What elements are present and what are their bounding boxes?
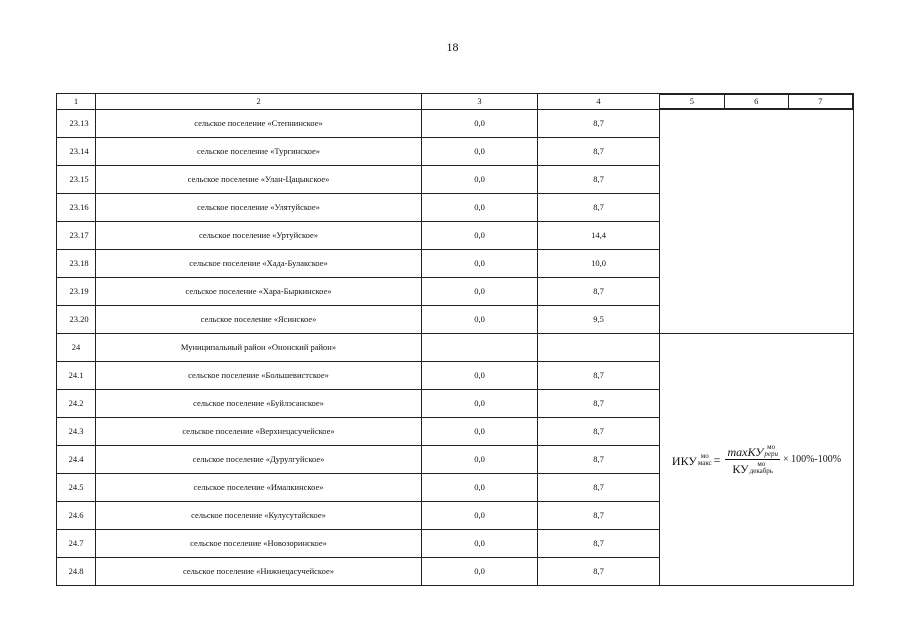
row-name: сельское поселение «Буйлэсанское» bbox=[96, 390, 422, 418]
merged-cell-empty bbox=[660, 110, 854, 334]
row-value-3: 0,0 bbox=[422, 530, 538, 558]
row-number: 23.20 bbox=[57, 306, 96, 334]
row-value-3: 0,0 bbox=[422, 474, 538, 502]
row-name: сельское поселение «Степнинское» bbox=[96, 110, 422, 138]
row-number: 23.18 bbox=[57, 250, 96, 278]
row-name: сельское поселение «Ясинское» bbox=[96, 306, 422, 334]
row-value-4: 14,4 bbox=[538, 222, 660, 250]
row-value-4: 8,7 bbox=[538, 530, 660, 558]
row-value-4: 8,7 bbox=[538, 278, 660, 306]
formula-denominator-sup: мо bbox=[757, 460, 766, 468]
data-table bbox=[56, 93, 854, 586]
row-value-4: 8,7 bbox=[538, 166, 660, 194]
row-value-3: 0,0 bbox=[422, 418, 538, 446]
row-value-3: 0,0 bbox=[422, 390, 538, 418]
row-value-3: 0,0 bbox=[422, 250, 538, 278]
row-value-4: 8,7 bbox=[538, 418, 660, 446]
row-value-3: 0,0 bbox=[422, 110, 538, 138]
formula-numerator bbox=[725, 444, 780, 460]
row-number: 23.13 bbox=[57, 110, 96, 138]
formula-lhs bbox=[672, 453, 712, 467]
row-value-4: 8,7 bbox=[538, 446, 660, 474]
row-number: 24.3 bbox=[57, 418, 96, 446]
row-name: сельское поселение «Верхнецасучейское» bbox=[96, 418, 422, 446]
formula-fraction bbox=[725, 444, 780, 475]
row-value-3: 0,0 bbox=[422, 138, 538, 166]
row-number: 24.4 bbox=[57, 446, 96, 474]
row-value-4: 8,7 bbox=[538, 362, 660, 390]
row-number: 23.15 bbox=[57, 166, 96, 194]
formula-tail: × 100%-100% bbox=[782, 453, 842, 465]
row-value-3: 0,0 bbox=[422, 446, 538, 474]
formula bbox=[660, 444, 853, 475]
row-value-4: 10,0 bbox=[538, 250, 660, 278]
row-number: 24.6 bbox=[57, 502, 96, 530]
row-number: 24.5 bbox=[57, 474, 96, 502]
row-value-3: 0,0 bbox=[422, 558, 538, 586]
row-value-4: 8,7 bbox=[538, 502, 660, 530]
row-number: 23.19 bbox=[57, 278, 96, 306]
header-col-1: 1 bbox=[57, 94, 96, 110]
page-number: 18 bbox=[446, 40, 459, 54]
row-value-4: 8,7 bbox=[538, 194, 660, 222]
header-col-5: 5 bbox=[660, 95, 724, 109]
formula-denominator bbox=[732, 460, 773, 475]
row-name: сельское поселение «Хада-Булакское» bbox=[96, 250, 422, 278]
row-name: сельское поселение «Нижнецасучейское» bbox=[96, 558, 422, 586]
formula-numerator-sup: мо bbox=[767, 443, 776, 451]
row-value-3: 0,0 bbox=[422, 222, 538, 250]
district-value-3 bbox=[422, 334, 538, 362]
formula-lhs-sub: макс bbox=[697, 458, 712, 467]
row-number: 23.14 bbox=[57, 138, 96, 166]
header-col-2: 2 bbox=[96, 94, 422, 110]
row-number: 24.7 bbox=[57, 530, 96, 558]
formula-numerator-sub: pери bbox=[764, 450, 778, 458]
row-number: 24.2 bbox=[57, 390, 96, 418]
row-value-3: 0,0 bbox=[422, 306, 538, 334]
district-value-4 bbox=[538, 334, 660, 362]
district-row bbox=[57, 334, 854, 362]
row-value-3: 0,0 bbox=[422, 278, 538, 306]
header-col-6: 6 bbox=[724, 95, 788, 109]
row-value-3: 0,0 bbox=[422, 502, 538, 530]
row-number: 23.16 bbox=[57, 194, 96, 222]
row-value-4: 8,7 bbox=[538, 474, 660, 502]
header-row bbox=[57, 94, 854, 110]
row-name: сельское поселение «Ималкинское» bbox=[96, 474, 422, 502]
row-value-3: 0,0 bbox=[422, 166, 538, 194]
row-name: сельское поселение «Улан-Цацыкское» bbox=[96, 166, 422, 194]
header-col-3: 3 bbox=[422, 94, 538, 110]
row-value-4: 8,7 bbox=[538, 558, 660, 586]
row-name: сельское поселение «Улятуйское» bbox=[96, 194, 422, 222]
row-name: сельское поселение «Хара-Быркинское» bbox=[96, 278, 422, 306]
formula-lhs-sup: мо bbox=[700, 451, 709, 460]
formula-numerator-main: maxКУ bbox=[727, 445, 764, 459]
formula-cell bbox=[660, 334, 854, 586]
header-col-4: 4 bbox=[538, 94, 660, 110]
district-name: Муниципальный район «Ононский район» bbox=[96, 334, 422, 362]
row-name: сельское поселение «Большевистское» bbox=[96, 362, 422, 390]
row-value-3: 0,0 bbox=[422, 362, 538, 390]
row-value-4: 9,5 bbox=[538, 306, 660, 334]
row-number: 24.1 bbox=[57, 362, 96, 390]
header-col-7: 7 bbox=[788, 95, 852, 109]
formula-denominator-main: КУ bbox=[732, 462, 749, 476]
row-name: сельское поселение «Кулусутайское» bbox=[96, 502, 422, 530]
row-name: сельское поселение «Уртуйское» bbox=[96, 222, 422, 250]
row-value-4: 8,7 bbox=[538, 390, 660, 418]
row-number: 24.8 bbox=[57, 558, 96, 586]
header-cols-5-7 bbox=[660, 94, 854, 110]
formula-lhs-main: ИКУ bbox=[671, 453, 697, 468]
row-value-4: 8,7 bbox=[538, 138, 660, 166]
row-value-4: 8,7 bbox=[538, 110, 660, 138]
row-name: сельское поселение «Тургинское» bbox=[96, 138, 422, 166]
table-row bbox=[57, 110, 854, 138]
row-number: 23.17 bbox=[57, 222, 96, 250]
formula-equals: = bbox=[713, 452, 721, 467]
row-value-3: 0,0 bbox=[422, 194, 538, 222]
district-number: 24 bbox=[57, 334, 96, 362]
row-name: сельское поселение «Дурулгуйское» bbox=[96, 446, 422, 474]
row-name: сельское поселение «Новозоринское» bbox=[96, 530, 422, 558]
formula-denominator-sub: декабрь bbox=[749, 467, 773, 475]
